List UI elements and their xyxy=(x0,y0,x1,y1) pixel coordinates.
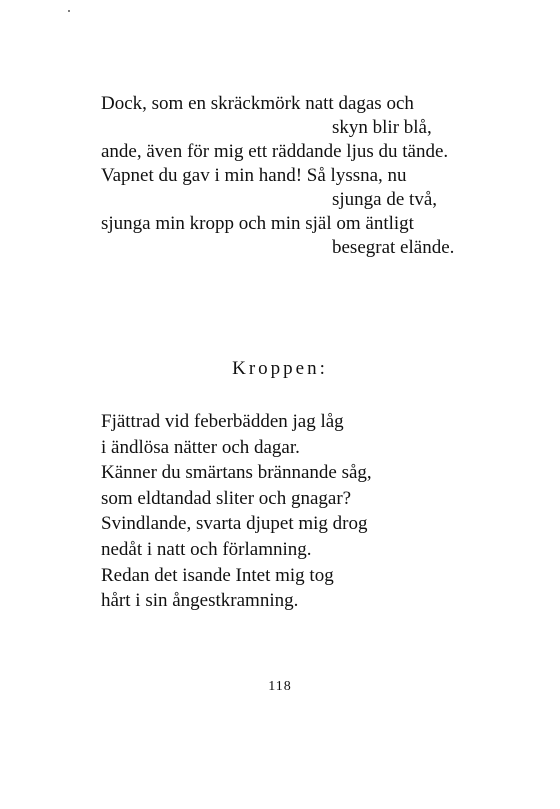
poem-line: i ändlösa nätter och dagar. xyxy=(101,436,300,458)
poem-line: Känner du smärtans brännande såg, xyxy=(101,462,372,484)
poem-stanza-bottom xyxy=(101,409,471,614)
poem-line-continuation: besegrat elände. xyxy=(332,237,455,258)
poem-line: Dock, som en skräckmörk natt dagas och xyxy=(101,93,414,114)
page-number: 118 xyxy=(268,679,292,694)
poem-line: Fjättrad vid feberbädden jag låg xyxy=(101,411,344,432)
poem-line: som eldtandad sliter och gnagar? xyxy=(101,487,352,509)
poem-line: Svindlande, svarta djupet mig drog xyxy=(101,513,368,535)
poem-line: hårt i sin ångestkramning. xyxy=(101,590,299,612)
poem-line: ande, även för mig ett räddande ljus du tände. xyxy=(101,141,449,162)
poem-stanza-top xyxy=(101,92,471,260)
section-heading: Kroppen: xyxy=(232,358,328,379)
poem-line: nedåt i natt och förlamning. xyxy=(101,538,312,560)
poem-line: Vapnet du gav i min hand! Så lyssna, nu xyxy=(101,165,407,186)
page-speck xyxy=(68,10,70,12)
poem-line: sjunga min kropp och min själ om äntligt xyxy=(101,213,414,234)
poem-line: Redan det isande Intet mig tog xyxy=(101,564,334,586)
poem-line-continuation: sjunga de två, xyxy=(332,189,438,210)
poem-line-continuation: skyn blir blå, xyxy=(332,117,432,138)
